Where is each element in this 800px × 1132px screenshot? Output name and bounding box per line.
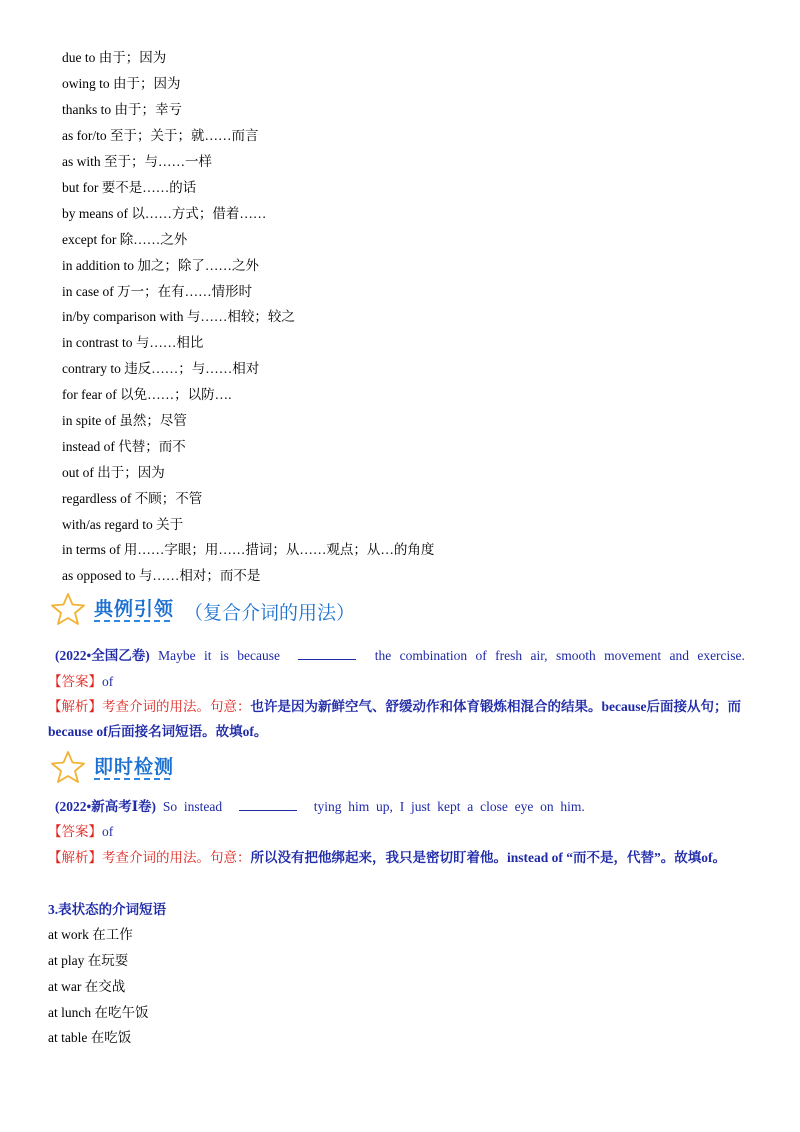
word: close (480, 799, 508, 814)
word: and (669, 648, 689, 663)
word: up, (376, 799, 393, 814)
phrase-line: except for 除……之外 (62, 232, 188, 247)
check-question (55, 798, 585, 816)
answer-line (48, 823, 113, 841)
analysis-lead: 考查介词的用法。句意： (102, 699, 251, 714)
word: the (374, 648, 392, 663)
word: air, (530, 648, 548, 663)
section-title: 典例引领 (94, 599, 175, 620)
question-source: (2022•全国乙卷) (55, 648, 150, 663)
phrase-line: in spite of 虽然；尽管 (62, 413, 187, 428)
phrase-line: thanks to 由于；幸亏 (62, 102, 182, 117)
section-title: 即时检测 (94, 757, 175, 778)
word: of (475, 648, 487, 663)
phrase-line: with/as regard to 关于 (62, 517, 184, 532)
answer-line (48, 673, 113, 691)
analysis-paragraph (48, 694, 760, 744)
word: eye (514, 799, 534, 814)
word: on (540, 799, 554, 814)
word: instead (183, 799, 223, 814)
phrase-line: as with 至于；与……一样 (62, 154, 212, 169)
state-phrase-line: at work 在工作 (48, 927, 133, 942)
word: exercise. (697, 648, 745, 663)
phrase-line: instead of 代替；而不 (62, 439, 186, 454)
word: smooth (555, 648, 596, 663)
star-icon (50, 750, 86, 784)
word: him. (560, 799, 585, 814)
analysis-body: 也许是因为新鲜空气、舒缓动作和体育锻炼相混合的结果。because后面接从句；而because of后面接名词短语。故填of。 (48, 699, 741, 739)
phrase-line: for fear of 以免……；以防…. (62, 387, 232, 402)
word: a (467, 799, 474, 814)
analysis-label: 【解析】 (48, 850, 102, 865)
word: So (162, 799, 178, 814)
word: I (399, 799, 405, 814)
word: it (203, 648, 212, 663)
analysis-body: 所以没有把他绑起来，我只是密切盯着他。instead of “而不是，代替”。故填of。 (250, 850, 726, 865)
analysis-paragraph (48, 845, 760, 871)
title-underline (94, 778, 170, 780)
phrase-line: due to 由于；因为 (62, 50, 167, 65)
phrase-line: in terms of 用……字眼；用……措词；从……观点；从…的角度 (62, 542, 435, 557)
phrase-line: regardless of 不顾；不管 (62, 491, 203, 506)
word: kept (437, 799, 461, 814)
state-phrase-line: at play 在玩耍 (48, 953, 129, 968)
phrase-line: in case of 万一；在有……情形时 (62, 284, 253, 299)
word: because (237, 648, 280, 663)
word: him (348, 799, 370, 814)
answer-value: of (102, 824, 114, 839)
phrase-line: but for 要不是……的话 (62, 180, 197, 195)
word: is (219, 648, 229, 663)
state-phrase-line: at table 在吃饭 (48, 1030, 132, 1045)
answer-blank (298, 647, 356, 660)
phrase-line: in contrast to 与……相比 (62, 335, 204, 350)
phrase-line: by means of 以……方式；借着…… (62, 206, 267, 221)
analysis-label: 【解析】 (48, 699, 102, 714)
phrase-line: out of 出于；因为 (62, 465, 165, 480)
star-icon (50, 592, 86, 626)
word: combination (399, 648, 468, 663)
section-subtitle: （复合介词的用法） (184, 603, 356, 624)
phrase-line: owing to 由于；因为 (62, 76, 181, 91)
analysis-lead: 考查介词的用法。句意： (102, 850, 251, 865)
word: fresh (495, 648, 523, 663)
phrase-line: as opposed to 与……相对；而不是 (62, 568, 261, 583)
phrase-line: in addition to 加之；除了……之外 (62, 258, 259, 273)
state-section-title: 3.表状态的介词短语 (48, 902, 167, 917)
answer-blank (239, 798, 297, 811)
word: tying (313, 799, 342, 814)
phrase-line: contrary to 违反……；与……相对 (62, 361, 260, 376)
question-source: (2022•新高考Ⅰ卷) (55, 799, 157, 814)
answer-value: of (102, 674, 114, 689)
word: just (410, 799, 431, 814)
state-phrase-line: at war 在交战 (48, 979, 126, 994)
answer-label: 【答案】 (48, 674, 102, 689)
example-question (55, 647, 745, 665)
word: movement (604, 648, 662, 663)
answer-label: 【答案】 (48, 824, 102, 839)
phrase-line: in/by comparison with 与……相较；较之 (62, 309, 295, 324)
word: Maybe (158, 648, 196, 663)
phrase-line: as for/to 至于；关于；就……而言 (62, 128, 259, 143)
title-underline (94, 620, 170, 622)
state-phrase-line: at lunch 在吃午饭 (48, 1005, 149, 1020)
